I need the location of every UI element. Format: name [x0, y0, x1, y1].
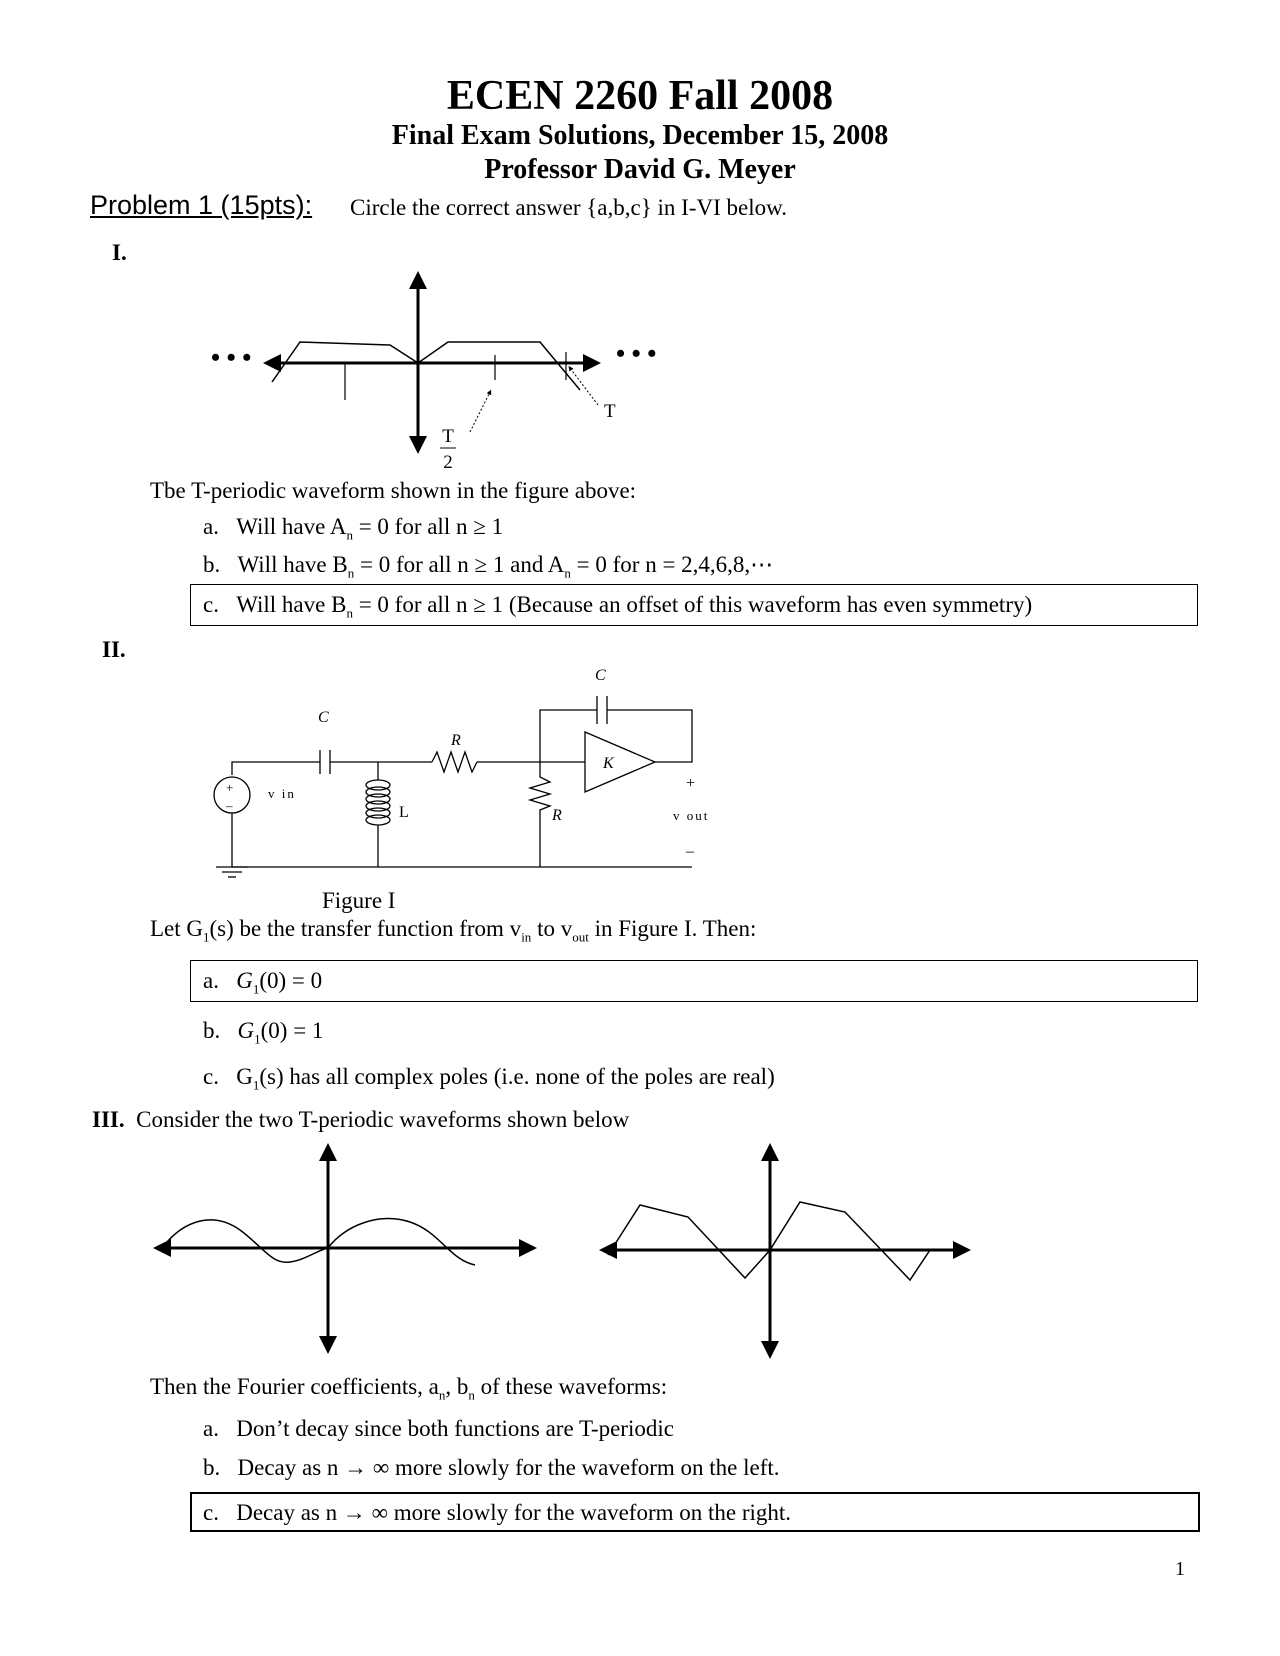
- left-waveform-trace: [162, 1219, 475, 1265]
- label-l: L: [399, 804, 409, 821]
- left-ellipsis: • • •: [211, 343, 252, 372]
- label-vout-minus: –: [686, 843, 694, 860]
- problem-heading: Problem 1 (15pts):: [90, 190, 313, 220]
- half-period-pointer: [470, 392, 490, 432]
- part-3-option-c: c. Decay as n → ∞ more slowly for the waveform on the right.: [203, 1500, 792, 1525]
- answer-box-part2: [190, 960, 1198, 1002]
- figure-part1-waveform: [0, 0, 1280, 480]
- waveform-trace: [272, 342, 580, 390]
- figure-caption: Figure I: [322, 888, 396, 913]
- part-2-label: II.: [102, 637, 126, 662]
- part-1-option-b: b. Will have $B_n = 0$ for all n ≥ 1 and $A_n = 0$ for n = 2,4,6,8,⋯: [203, 552, 774, 581]
- page-subtitle: Final Exam Solutions, December 15, 2008: [391, 120, 889, 151]
- part-2-prompt: Let $G_1(s)$ be the transfer function from $v_{in}$ to $v_{out}$ in Figure I. Then:: [150, 916, 757, 945]
- wire-top-left: [232, 762, 320, 775]
- tick-label-half-den: 2: [443, 452, 453, 473]
- inductor-l: [366, 780, 390, 825]
- part-3-heading: III. Consider the two T-periodic waveforms shown below: [92, 1107, 630, 1132]
- part-3-label: III.: [92, 1107, 125, 1132]
- part-2-option-c: c. $G_1(s)$ has all complex poles (i.e. none of the poles are real): [203, 1064, 775, 1093]
- part-1-label: I.: [112, 240, 127, 265]
- part-2-option-a: a. $G_1(0) = 0$: [203, 968, 323, 997]
- label-vin: v in: [268, 786, 296, 801]
- label-r2: R: [552, 807, 562, 824]
- part-2-option-b: b. $G_1(0) = 1$: [203, 1018, 324, 1047]
- right-ellipsis: • • •: [616, 339, 657, 368]
- tick-label-period: T: [604, 401, 616, 422]
- part-3-followup: Then the Fourier coefficients, $a_n$, $b_n$ of these waveforms:: [150, 1374, 668, 1403]
- label-k: K: [603, 755, 614, 772]
- resistor-r1: [432, 752, 477, 772]
- label-vout: v out: [673, 808, 710, 823]
- problem-instruction: Circle the correct answer {a,b,c} in I-VI below.: [350, 195, 787, 220]
- part-1-option-c: c. Will have $B_n = 0$ for all n ≥ 1 (Because an offset of this waveform has even symmetry): [203, 592, 1033, 621]
- label-c1: C: [318, 709, 329, 726]
- resistor-r2: [530, 762, 550, 867]
- label-r1: R: [451, 732, 461, 749]
- part-3-option-b: b. Decay as n → ∞ more slowly for the waveform on the left.: [203, 1455, 780, 1480]
- professor-name: Professor David G. Meyer: [484, 154, 796, 185]
- part-1-prompt: Tbe T-periodic waveform shown in the figure above:: [150, 478, 637, 503]
- label-vout-plus: +: [686, 775, 696, 792]
- figure-part3-waveforms: [0, 1140, 1280, 1360]
- part-3-option-a: a. Don’t decay since both functions are T-periodic: [203, 1416, 674, 1441]
- page-number: 1: [1175, 1558, 1185, 1580]
- tick-label-half-num: T: [442, 426, 454, 447]
- page-title: ECEN 2260 Fall 2008: [446, 73, 834, 119]
- label-src-plus: +: [226, 780, 234, 795]
- figure-part2-circuit: [0, 650, 1280, 910]
- label-src-minus: –: [226, 798, 233, 813]
- label-c2: C: [595, 667, 606, 684]
- opamp-k: [585, 732, 655, 792]
- period-pointer: [570, 368, 598, 405]
- part-1-option-a: a. Will have $A_n = 0$ for all n ≥ 1: [203, 514, 504, 543]
